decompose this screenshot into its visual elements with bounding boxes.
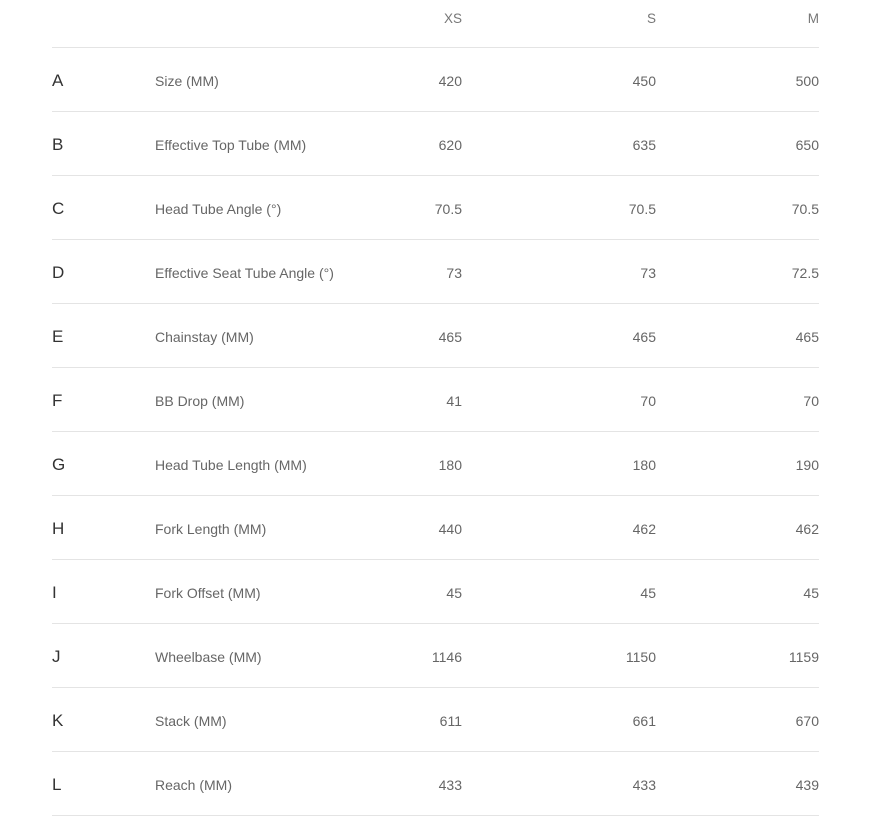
row-letter: J <box>52 647 61 666</box>
row-label: Reach (MM) <box>155 777 233 793</box>
row-label: Stack (MM) <box>155 713 227 729</box>
row-label: Fork Offset (MM) <box>155 585 261 601</box>
value-m: 650 <box>795 137 819 153</box>
value-m: 70 <box>803 393 819 409</box>
column-header-m: M <box>807 11 819 26</box>
row-label: Head Tube Angle (°) <box>155 201 282 217</box>
value-s: 73 <box>640 265 656 281</box>
value-m: 462 <box>795 521 819 537</box>
row-letter: K <box>52 711 64 730</box>
table-row <box>52 752 819 816</box>
value-s: 661 <box>632 713 656 729</box>
row-letter: G <box>52 455 66 474</box>
value-m: 190 <box>795 457 819 473</box>
row-letter: H <box>52 519 65 538</box>
value-xs: 440 <box>438 521 462 537</box>
value-s: 635 <box>632 137 656 153</box>
value-xs: 1146 <box>431 649 462 665</box>
row-letter: F <box>52 391 63 410</box>
value-xs: 611 <box>439 713 462 729</box>
value-m: 72.5 <box>791 265 819 281</box>
value-xs: 465 <box>438 329 462 345</box>
value-m: 500 <box>795 73 819 89</box>
table-row <box>52 240 819 304</box>
row-letter: B <box>52 135 64 154</box>
row-letter: L <box>52 775 62 794</box>
row-label: Size (MM) <box>155 73 219 89</box>
row-label: Wheelbase (MM) <box>155 649 262 665</box>
value-s: 180 <box>632 457 656 473</box>
table-body <box>52 48 819 816</box>
row-letter: E <box>52 327 64 346</box>
column-header-xs: XS <box>443 11 462 26</box>
value-xs: 70.5 <box>434 201 462 217</box>
row-letter: D <box>52 263 65 282</box>
value-xs: 433 <box>438 777 462 793</box>
value-xs: 41 <box>446 393 462 409</box>
row-letter: I <box>52 583 57 602</box>
row-label: Head Tube Length (MM) <box>155 457 307 473</box>
value-m: 1159 <box>788 649 819 665</box>
row-label: Chainstay (MM) <box>155 329 254 345</box>
value-m: 70.5 <box>791 201 819 217</box>
value-xs: 180 <box>438 457 462 473</box>
table-row <box>52 496 819 560</box>
value-s: 70 <box>640 393 656 409</box>
value-xs: 620 <box>438 137 462 153</box>
row-label: Effective Seat Tube Angle (°) <box>155 265 334 281</box>
table-row <box>52 304 819 368</box>
value-m: 670 <box>795 713 819 729</box>
value-m: 439 <box>795 777 819 793</box>
table-row <box>52 432 819 496</box>
value-xs: 45 <box>446 585 462 601</box>
value-m: 45 <box>803 585 819 601</box>
value-m: 465 <box>795 329 819 345</box>
row-letter: A <box>52 71 64 90</box>
table-row <box>52 368 819 432</box>
table-row <box>52 176 819 240</box>
row-label: BB Drop (MM) <box>155 393 245 409</box>
table-row <box>52 560 819 624</box>
table-row <box>52 624 819 688</box>
value-xs: 73 <box>446 265 462 281</box>
geometry-table <box>52 0 819 816</box>
value-s: 465 <box>632 329 656 345</box>
row-label: Fork Length (MM) <box>155 521 267 537</box>
table-row <box>52 112 819 176</box>
table-row <box>52 688 819 752</box>
value-s: 70.5 <box>628 201 656 217</box>
table-header <box>52 0 819 48</box>
value-s: 1150 <box>625 649 656 665</box>
column-header-s: S <box>646 11 656 26</box>
row-letter: C <box>52 199 65 218</box>
value-xs: 420 <box>438 73 462 89</box>
table-row <box>52 48 819 112</box>
value-s: 433 <box>632 777 656 793</box>
value-s: 462 <box>632 521 656 537</box>
value-s: 450 <box>632 73 656 89</box>
value-s: 45 <box>640 585 656 601</box>
row-label: Effective Top Tube (MM) <box>155 137 307 153</box>
